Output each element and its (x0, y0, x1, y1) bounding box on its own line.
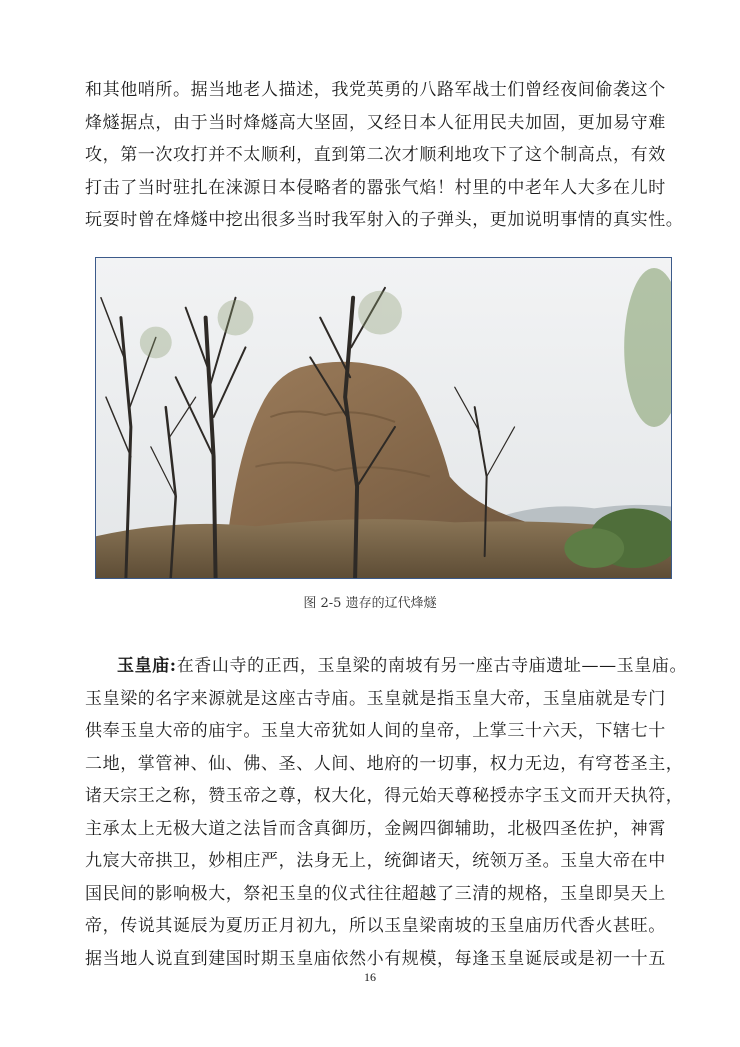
text-line: 诸天宗王之称，赞玉帝之尊，权大化，得元始天尊秘授赤字玉文而开天执符， (85, 786, 684, 806)
text-line: 供奉玉皇大帝的庙宇。玉皇大帝犹如人间的皇帝，上掌三十六天，下辖七十 (85, 721, 666, 741)
paragraph-jade-emperor-temple (85, 650, 688, 975)
text-line: 帝，传说其诞辰为夏历正月初九，所以玉皇梁南坡的玉皇庙历代香火甚旺。 (85, 916, 666, 936)
paragraph-beacon-tower (85, 74, 684, 237)
section-heading: 玉皇庙: (117, 656, 177, 676)
text-line: 和其他哨所。据当地老人描述，我党英勇的八路军战士们曾经夜间偷袭这个 (85, 80, 666, 100)
figure-caption: 图 2-5 遗存的辽代烽燧 (303, 596, 437, 611)
text-line: 二地，掌管神、仙、佛、圣、人间、地府的一切事，权力无边，有穹苍圣主， (85, 753, 684, 774)
beacon-tower-photo (95, 257, 672, 579)
text-line: 主承太上无极大道之法旨而含真御历，金阙四御辅助，北极四圣佐护，神霄 (85, 818, 666, 839)
page-number: 16 (364, 970, 376, 984)
beacon-tower-illustration (96, 258, 671, 578)
text-line (85, 650, 688, 683)
text-line: 打击了当时驻扎在涞源日本侵略者的嚣张气焰！村里的中老年人大多在儿时 (85, 177, 666, 198)
text-line: 九宸大帝拱卫，妙相庄严，法身无上，统御诸天，统领万圣。玉皇大帝在中 (85, 851, 666, 871)
text-line-rest: 在香山寺的正西，玉皇梁的南坡有另一座古寺庙遗址——玉皇庙。 (176, 656, 688, 676)
text-line: 据当地人说直到建国时期玉皇庙依然小有规模，每逢玉皇诞辰或是初一十五 (85, 948, 666, 969)
text-line: 国民间的影响极大，祭祀玉皇的仪式往往超越了三清的规格，玉皇即昊天上 (85, 883, 666, 904)
text-line: 玉皇梁的名字来源就是这座古寺庙。玉皇就是指玉皇大帝，玉皇庙就是专门 (85, 688, 666, 709)
text-line: 攻，第一次攻打并不太顺利，直到第二次才顺利地攻下了这个制高点，有效 (85, 145, 666, 165)
text-line: 玩耍时曾在烽燧中挖出很多当时我军射入的子弹头，更加说明事情的真实性。 (85, 210, 684, 230)
text-line: 烽燧据点，由于当时烽燧高大坚固，又经日本人征用民夫加固，更加易守难 (85, 112, 666, 133)
